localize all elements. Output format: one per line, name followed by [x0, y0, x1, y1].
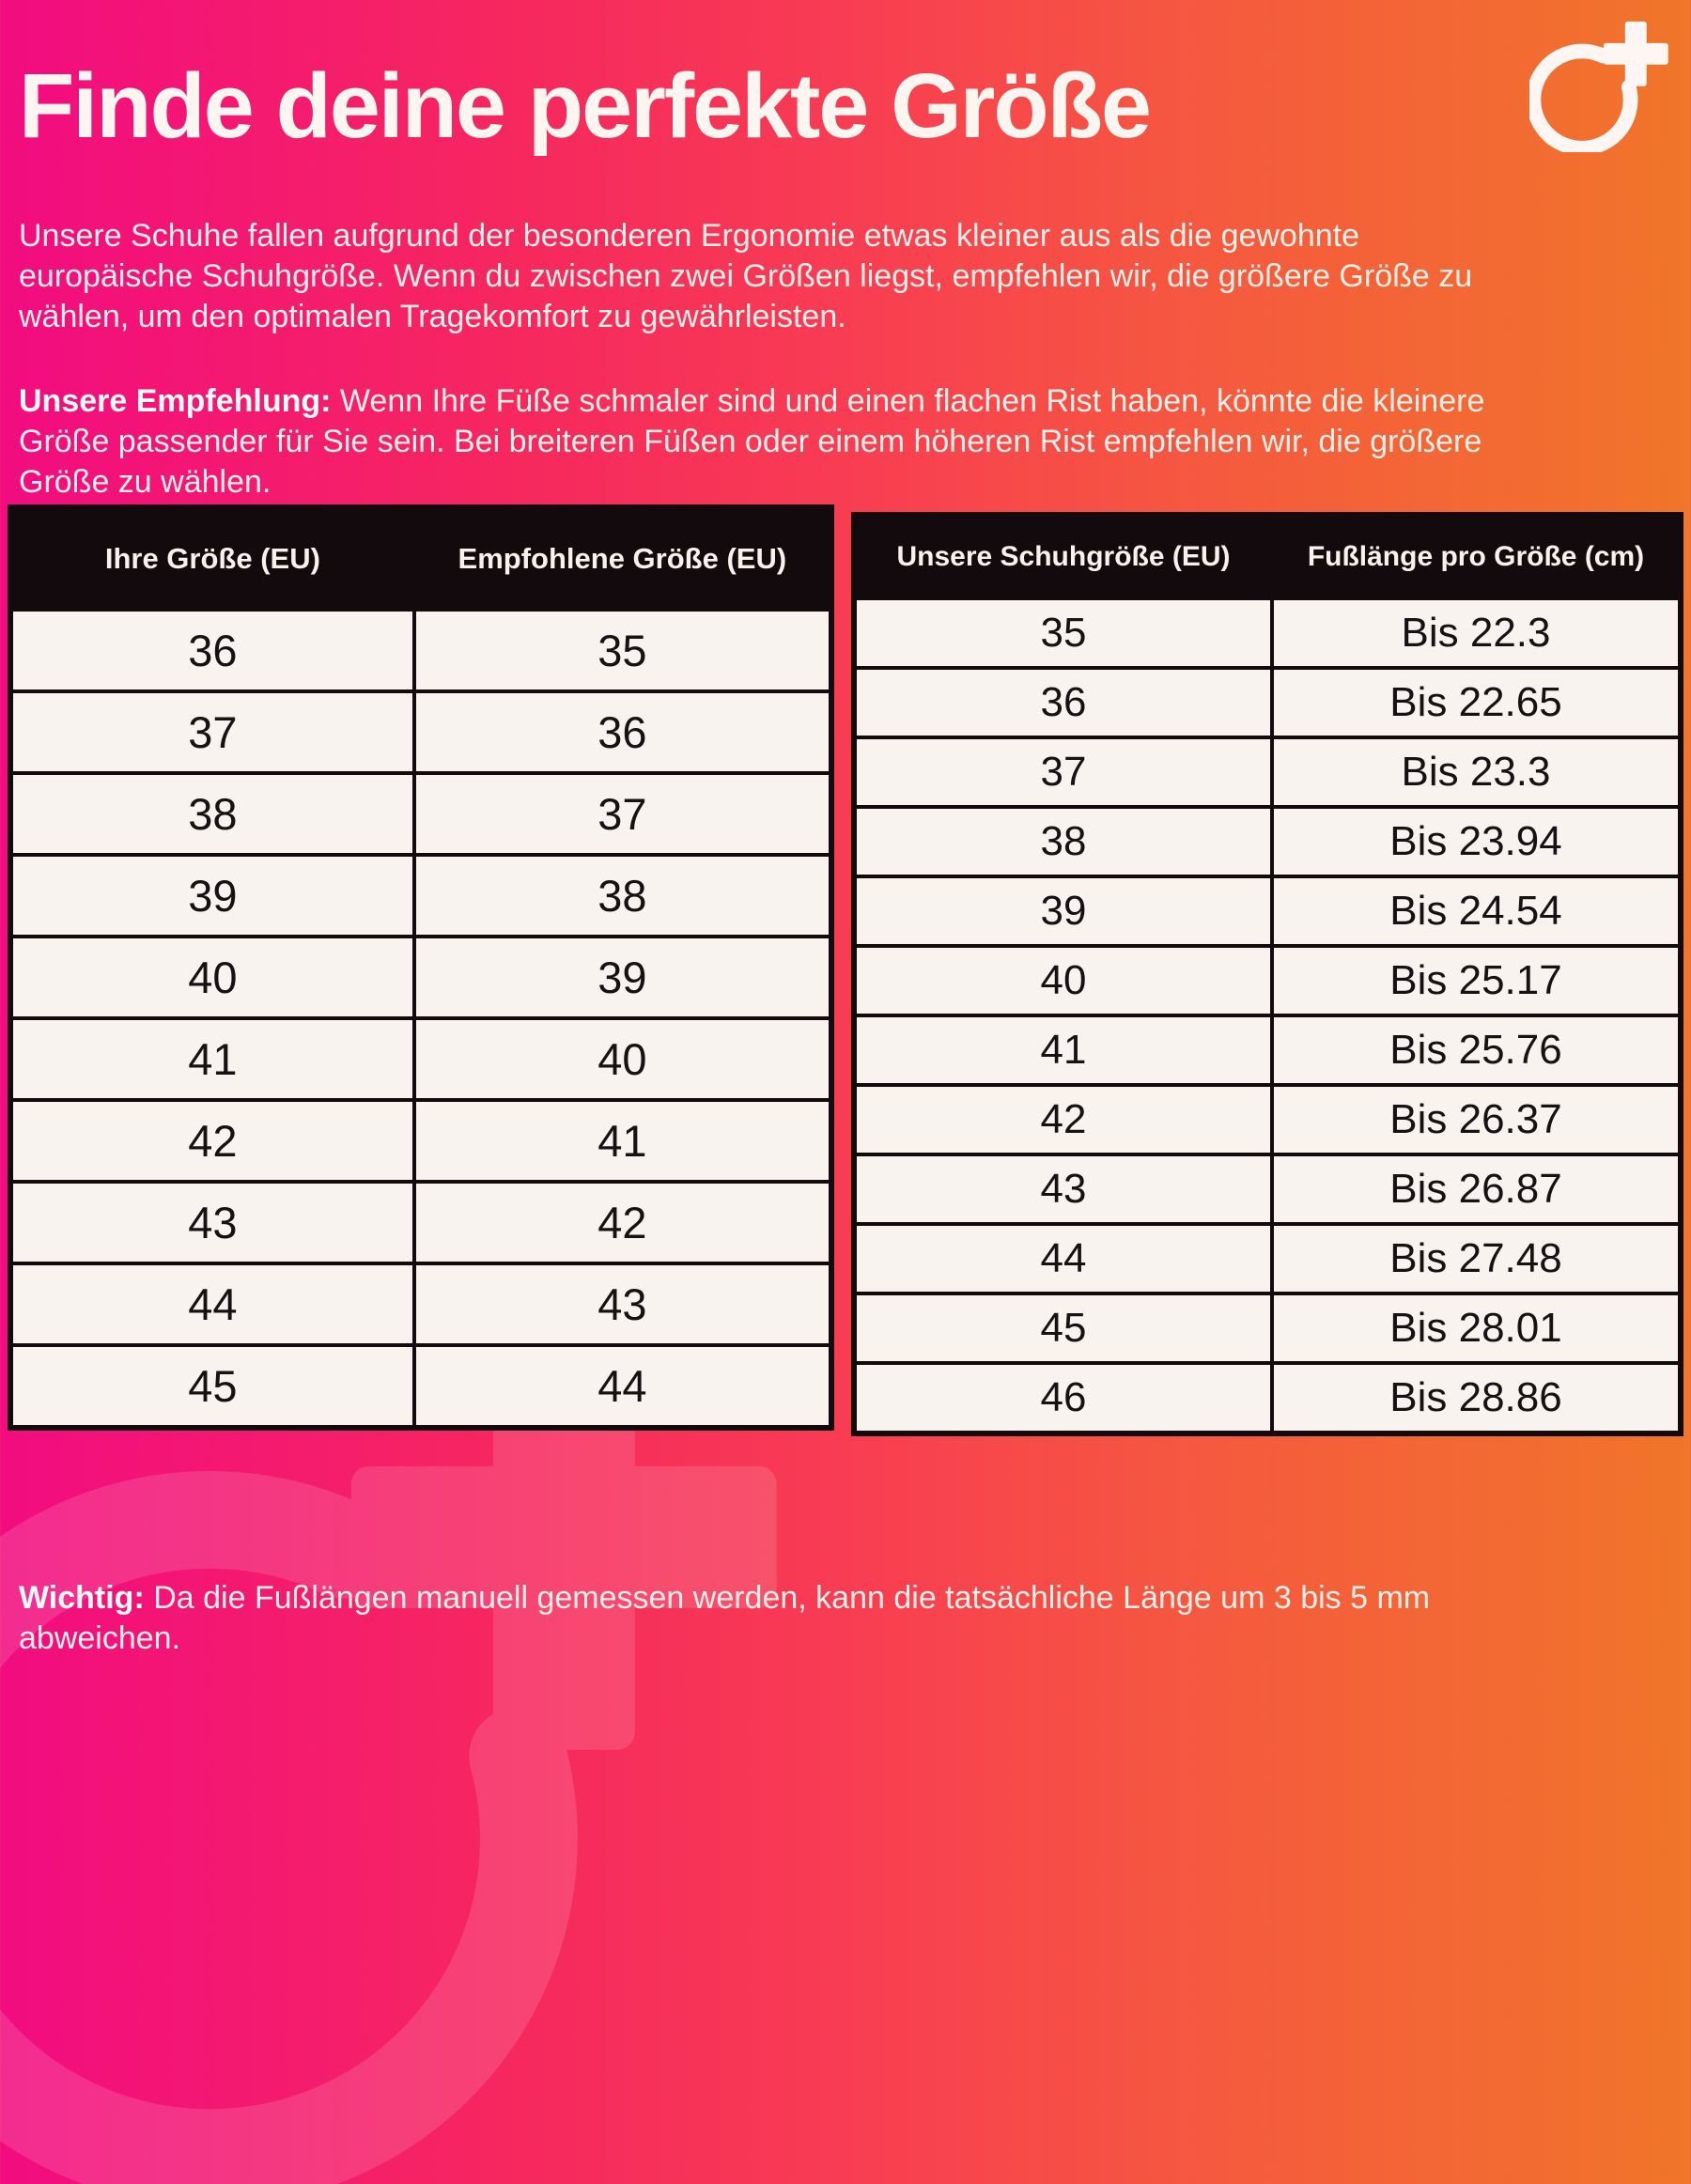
table-row [10, 691, 831, 773]
table-row [10, 855, 831, 937]
note-paragraph [19, 1578, 1456, 1659]
table-row [10, 1345, 831, 1428]
recommendation-text: Wenn Ihre Füße schmaler sind und einen flachen Rist haben, könnte die kleinere Größe passender für Sie sein. Bei breiteren Füßen oder einem höheren Rist empfehlen wir, die größere Größe zu wählen. [19, 383, 1485, 500]
table-cell: 38 [854, 807, 1272, 876]
table-row [854, 1293, 1681, 1363]
table-cell: 41 [854, 1015, 1272, 1085]
table-cell: Bis 24.54 [1272, 876, 1681, 946]
table-cell: 39 [854, 876, 1272, 946]
column-header-recommended-size: Empfohlene Größe (EU) [414, 507, 831, 610]
table-cell: 44 [10, 1263, 414, 1345]
table-row [10, 1100, 831, 1182]
table-body [10, 610, 831, 1428]
table-cell: Bis 26.37 [1272, 1085, 1681, 1154]
table-cell: 43 [10, 1182, 414, 1263]
table-row [10, 1018, 831, 1100]
table-row [854, 946, 1681, 1015]
table-cell: Bis 25.17 [1272, 946, 1681, 1015]
table-cell: Bis 22.65 [1272, 668, 1681, 737]
table-row [854, 1363, 1681, 1433]
intro-paragraph: Unsere Schuhe fallen aufgrund der besonderen Ergonomie etwas kleiner aus als die gewohnte europäische Schuhgröße. Wenn du zwischen zwei Größen liegst, empfehlen wir, die größere Größe zu wählen, um den optimalen Tragekomfort zu gewährleisten. [19, 218, 1473, 334]
table-cell: 44 [414, 1345, 831, 1428]
table-cell: 38 [414, 855, 831, 937]
table-row [10, 1182, 831, 1263]
table-row [10, 773, 831, 855]
column-header-shoe-size: Unsere Schuhgröße (EU) [854, 515, 1272, 598]
table-row [854, 1085, 1681, 1154]
table-row [10, 1263, 831, 1345]
table-row [854, 1015, 1681, 1085]
table-row [854, 668, 1681, 737]
table-cell: 35 [854, 598, 1272, 668]
table-cell: 39 [414, 937, 831, 1018]
table-cell: 46 [854, 1363, 1272, 1433]
table-header [854, 515, 1681, 598]
table-cell: Bis 22.3 [1272, 598, 1681, 668]
table-cell: 36 [854, 668, 1272, 737]
column-header-foot-length: Fußlänge pro Größe (cm) [1272, 515, 1681, 598]
table-cell: Bis 23.3 [1272, 737, 1681, 807]
table-cell: 40 [10, 937, 414, 1018]
table-cell: 43 [854, 1154, 1272, 1224]
recommendation-label: Unsere Empfehlung: [19, 383, 332, 419]
table-cell: 42 [10, 1100, 414, 1182]
table-cell: 37 [854, 737, 1272, 807]
table-cell: 36 [414, 691, 831, 773]
note-text: Da die Fußlängen manuell gemessen werden, kann die tatsächliche Länge um 3 bis 5 mm abweichen. [19, 1580, 1431, 1656]
table-cell: Bis 27.48 [1272, 1224, 1681, 1293]
table-cell: 40 [414, 1018, 831, 1100]
table-cell: 40 [854, 946, 1272, 1015]
table-cell: 45 [854, 1293, 1272, 1363]
table-cell: 44 [854, 1224, 1272, 1293]
table-cell: 42 [414, 1182, 831, 1263]
column-header-your-size: Ihre Größe (EU) [10, 507, 414, 610]
foot-length-table [851, 512, 1683, 1436]
table-row [854, 737, 1681, 807]
table-cell: 42 [854, 1085, 1272, 1154]
recommendation-paragraph [19, 381, 1496, 503]
table-body [854, 598, 1681, 1433]
table-cell: Bis 25.76 [1272, 1015, 1681, 1085]
table-cell: 38 [10, 773, 414, 855]
table-cell: 35 [414, 610, 831, 691]
table-cell: 37 [10, 691, 414, 773]
table-row [10, 937, 831, 1018]
table-cell: 41 [10, 1018, 414, 1100]
table-cell: 45 [10, 1345, 414, 1428]
table-row [854, 598, 1681, 668]
table-cell: Bis 26.87 [1272, 1154, 1681, 1224]
table-cell: 41 [414, 1100, 831, 1182]
table-row [10, 610, 831, 691]
table-cell: Bis 28.01 [1272, 1293, 1681, 1363]
brand-logo-icon [1529, 9, 1672, 152]
table-row [854, 807, 1681, 876]
size-conversion-table [8, 504, 834, 1431]
table-row [854, 876, 1681, 946]
table-cell: 39 [10, 855, 414, 937]
page-title: Finde deine perfekte Größe [19, 54, 1150, 157]
table-cell: 43 [414, 1263, 831, 1345]
table-cell: 37 [414, 773, 831, 855]
table-row [854, 1154, 1681, 1224]
table-cell: Bis 28.86 [1272, 1363, 1681, 1433]
table-header [10, 507, 831, 610]
table-cell: 36 [10, 610, 414, 691]
table-row [854, 1224, 1681, 1293]
note-label: Wichtig: [19, 1580, 145, 1616]
table-cell: Bis 23.94 [1272, 807, 1681, 876]
